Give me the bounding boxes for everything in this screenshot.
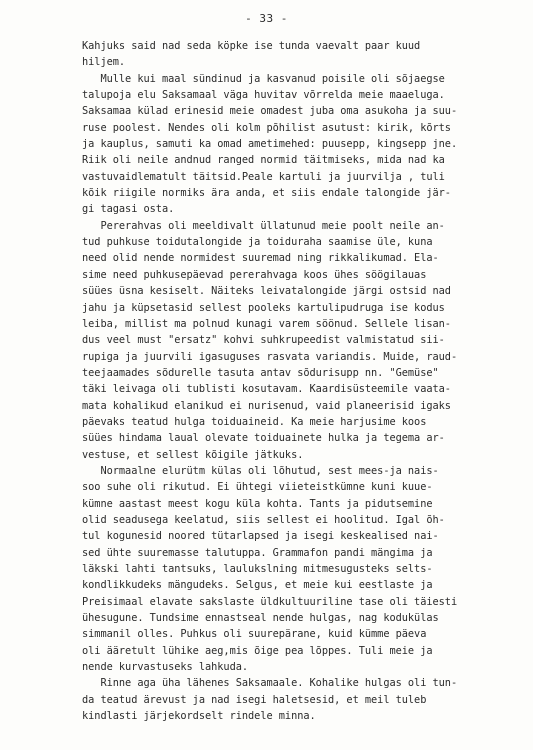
text-line: Kahjuks said nad seda köpke ise tunda vaevalt paar kuud	[82, 40, 421, 52]
text-line: soo suhe oli rikutud. Ei ühtegi viieteistkümne kuni kuue-	[82, 481, 433, 494]
text-line: kondlikkudeks mängudeks. Selgus, et meie kui eestlaste ja	[82, 579, 433, 592]
text-line: Preisimaal elavate sakslaste üldkultuuriline tase oli täiesti	[82, 595, 458, 608]
text-line: olid seadusega keelatud, siis sellest ei hoolitud. Igal õh-	[82, 513, 445, 526]
text-line: Riik oli neile andnud ranged normid täitmiseks, mida nad ka	[82, 154, 445, 167]
text-line: rupiga ja juurvili igasuguses rasvata variandis. Muide, raud-	[82, 350, 458, 363]
text-line: talupoja elu Saksamaal väga huvitav võrrelda meie maaeluga.	[82, 89, 445, 102]
text-line: kõik riigile normiks ära anda, et siis endale talongide jär-	[82, 187, 451, 200]
text-line: tul kogunesid noored tütarlapsed ja isegi keskealised nai-	[82, 530, 439, 543]
text-line: ruse poolest. Nendes oli kolm põhilist asutust: kirik, kõrts	[82, 121, 451, 134]
text-line: ja kauplus, samuti ka omad ametimehed: puusepp, kingsepp jne.	[82, 138, 458, 151]
text-line: gi tagasi osta.	[82, 203, 175, 216]
text-line: päevaks teatud hulga toiduaineid. Ka meie harjusime koos	[82, 415, 427, 428]
text-line: Saksamaa külad erinesid meie omadest juba oma asukoha ja suu-	[82, 105, 458, 118]
text-line: teejaamades sõdurelle tasuta antav sõdurisupp nn. "Gemüse"	[82, 366, 439, 379]
text-line: dus veel must "ersatz" kohvi suhkrupeedist valmistatud sii-	[82, 334, 445, 347]
text-line: sed ühte suuremasse talutuppa. Grammafon pandi mängima ja	[82, 546, 433, 559]
page-number: - 33 -	[245, 12, 288, 25]
text-line: jahu ja küpsetasid sellest pooleks kartulipudruga ise kodus	[82, 301, 445, 314]
body-text	[82, 38, 512, 724]
text-line: simmanil olles. Puhkus oli suurepärane, kuid kümme päeva	[82, 628, 427, 641]
text-line: da teatud ärevust ja nad isegi haletsesid, et meil tuleb	[82, 693, 427, 706]
text-line: Normaalne elurütm külas oli lõhutud, sest mees-ja nais-	[82, 464, 439, 477]
text-line: Pererahvas oli meeldivalt üllatunud meie poolt neile an-	[82, 219, 445, 232]
text-line: sime need puhkusepäevad pererahvaga koos ühes söögilauas	[82, 268, 427, 281]
text-line: tud puhkuse toidutalongide ja toiduraha saamise üle, kuna	[82, 236, 433, 249]
text-line: vastuvaidlematult täitsid.Peale kartuli ja juurvilja , tuli	[82, 170, 445, 183]
text-line: ühesugune. Tundsime ennastseal nende hulgas, nag kodukülas	[82, 612, 439, 625]
text-line: täki leivaga oli tublisti kosutavam. Kaardisüsteemile vaata-	[82, 383, 451, 396]
text-line: mata kohalikud elanikud ei nurisenud, vaid planeerisid igaks	[82, 399, 451, 412]
text-line: oli ääretult lühike aeg,mis õige pea lõppes. Tuli meie ja	[82, 644, 433, 657]
text-line: nende kurvastuseks lahkuda.	[82, 661, 249, 674]
text-line: süües hindama laual olevate toiduainete hulka ja tegema ar-	[82, 432, 445, 445]
text-line: need olid nende normidest suuremad ning rikkalikumad. Ela-	[82, 252, 439, 265]
text-line: leiba, millist ma polnud kunagi varem söönud. Sellele lisan-	[82, 317, 451, 330]
text-line: Rinne aga üha lähenes Saksamaale. Kohalike hulgas oli tun-	[82, 677, 458, 690]
text-line: süües üsna kesiselt. Näiteks leivatalongide järgi ostsid nad	[82, 285, 451, 298]
text-line: kindlasti järjekordselt rindele minna.	[82, 710, 316, 723]
text-line: vestuse, et sellest kõigile jätkuks.	[82, 448, 304, 461]
text-line: Mulle kui maal sündinud ja kasvanud poisile oli sõjaegse	[82, 72, 445, 85]
text-line: kümne aastast meest kogu küla kohta. Tants ja pidutsemine	[82, 497, 433, 510]
text-line: läkski lahti tantsuks, laulukslning mitmesugusteks selts-	[82, 563, 433, 575]
text-line: hiljem.	[82, 56, 126, 69]
